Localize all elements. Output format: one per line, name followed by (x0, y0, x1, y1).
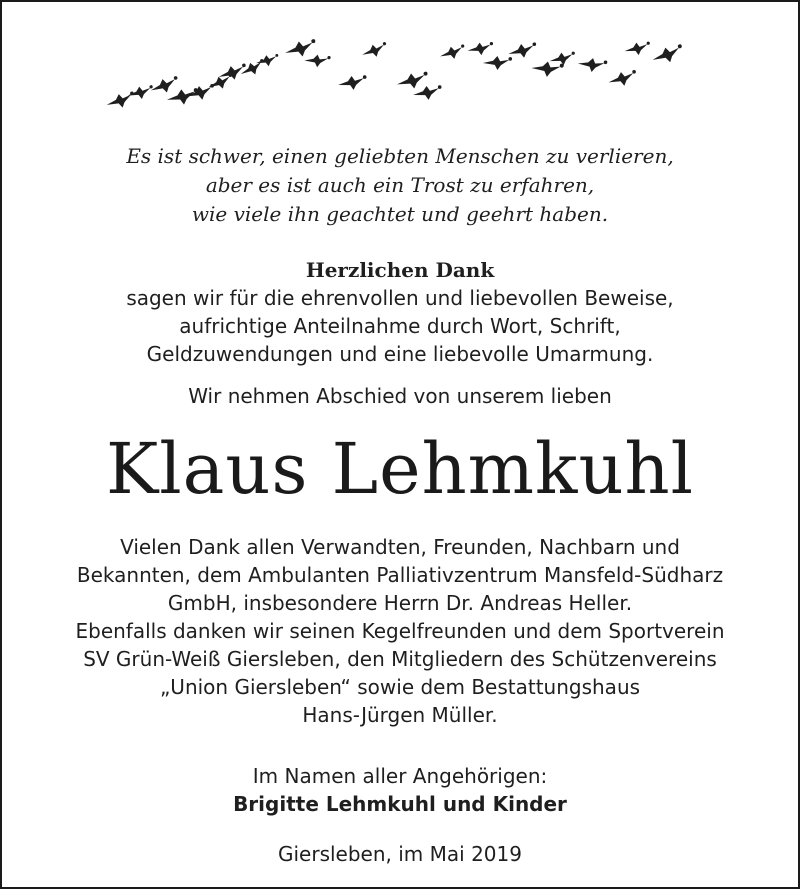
acknowledgement-line: Ebenfalls danken wir seinen Kegelfreunden und dem Sportverein (75, 619, 725, 643)
acknowledgement-line: „Union Giersleben“ sowie dem Bestattungshaus (159, 675, 641, 699)
acknowledgement-line: Hans-Jürgen Müller. (302, 703, 498, 727)
acknowledgements-section (2, 533, 798, 729)
quote-line: aber es ist auch ein Trost zu erfahren, (205, 173, 595, 197)
bird-flock (105, 39, 685, 111)
acknowledgement-line: GmbH, insbesondere Herrn Dr. Andreas Heller. (167, 591, 633, 615)
quote-line: wie viele ihn geachtet und geehrt haben. (191, 202, 609, 226)
thanks-line: sagen wir für die ehrenvollen und liebevollen Beweise, (126, 286, 674, 310)
flying-birds-illustration (102, 30, 702, 120)
quote-line: Es ist schwer, einen geliebten Menschen zu verlieren, (126, 144, 674, 168)
thanks-heading: Herzlichen Dank (305, 258, 495, 282)
acknowledgement-line: SV Grün-Weiß Giersleben, den Mitgliedern des Schützenvereins (83, 647, 717, 671)
acknowledgement-line: Vielen Dank allen Verwandten, Freunden, Nachbarn und (120, 535, 680, 559)
memorial-quote (2, 142, 798, 229)
thanks-section (2, 256, 798, 368)
deceased-name: Klaus Lehmkuhl (105, 428, 694, 510)
acknowledgement-line: Bekannten, dem Ambulanten Palliativzentrum Mansfeld-Südharz (76, 563, 724, 587)
farewell-text (2, 382, 798, 410)
place-date-line: Giersleben, im Mai 2019 (278, 842, 522, 866)
signature-intro: Im Namen aller Angehörigen: (252, 764, 548, 788)
signature-section (2, 762, 798, 818)
farewell-line: Wir nehmen Abschied von unserem lieben (188, 384, 612, 408)
place-date (2, 840, 798, 868)
thanks-line: aufrichtige Anteilnahme durch Wort, Schrift, (179, 314, 621, 338)
signature-names: Brigitte Lehmkuhl und Kinder (233, 792, 567, 816)
thanks-line: Geldzuwendungen und eine liebevolle Umarmung. (146, 342, 654, 366)
